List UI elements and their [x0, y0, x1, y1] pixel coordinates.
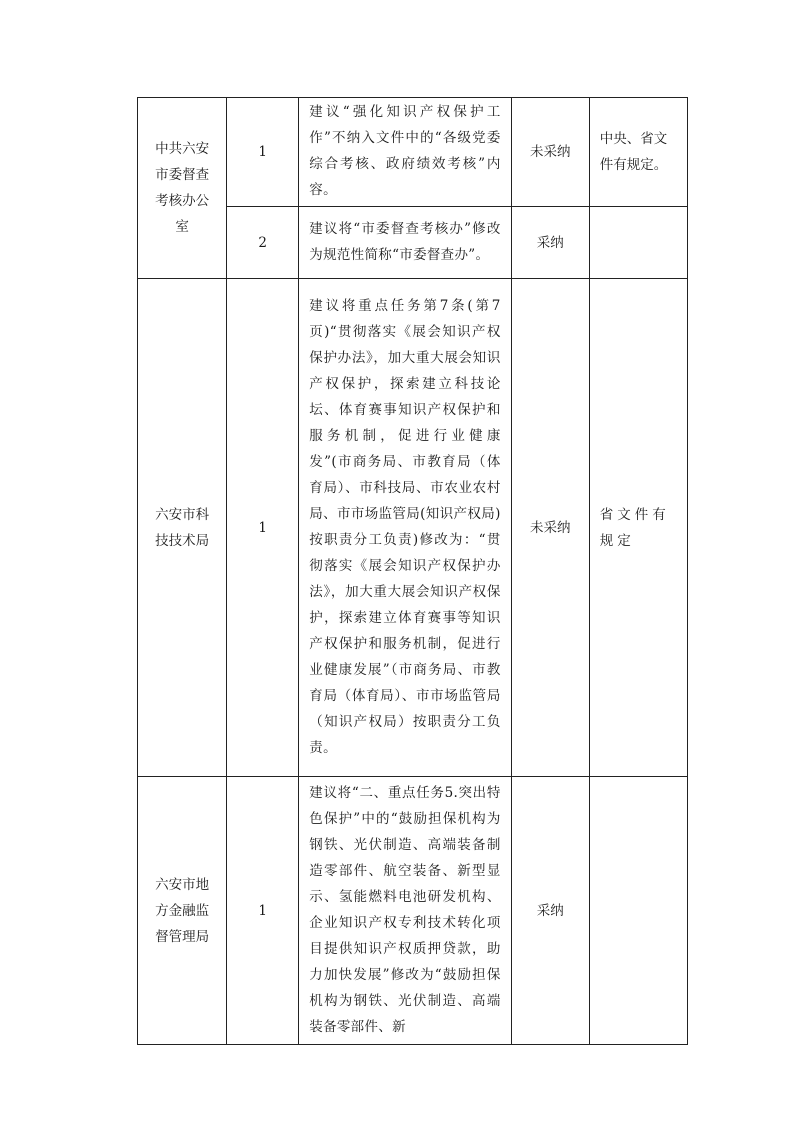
- suggestion-text: 建议将重点任务第7条(第7页)“贯彻落实《展会知识产权保护办法》，加大重大展会知识产权保护，探索建立科技论坛、体育赛事知识产权保护和服务机制，促进行业健康发”(市商务局、市教育局（体育局）、市科技局、市农业农村局、市市场监管局(知识产权局)按职责分工负责)修改为：“贯彻落实《展会知识产权保护办法》，加大重大展会知识产权保护，探索建立体育赛事等知识产权保护和服务机制，促进行业健康发展”（市商务局、市教育局（体育局）、市市场监管局（知识产权局）按职责分工负责。: [309, 297, 501, 756]
- note-text: 省文件有规定: [599, 506, 670, 549]
- row-number: 1: [227, 98, 299, 207]
- table-row: [138, 279, 688, 777]
- suggestion-cell: [299, 279, 511, 777]
- note-cell: [589, 98, 687, 207]
- note-text: 中央、省文件有规定。: [599, 131, 668, 173]
- feedback-table: [137, 97, 688, 1045]
- suggestion-cell: [299, 777, 511, 1045]
- note-cell: [589, 279, 687, 777]
- suggestion-cell: [299, 207, 511, 279]
- row-number: 1: [227, 279, 299, 777]
- table-row: [138, 777, 688, 1045]
- org-cell: [138, 777, 227, 1045]
- org-cell: [138, 98, 227, 279]
- note-cell: [589, 207, 687, 279]
- result-cell: 未采纳: [511, 279, 589, 777]
- result-cell: 未采纳: [511, 98, 589, 207]
- table-row: [138, 98, 688, 207]
- suggestion-text: 建议将“市委督查考核办”修改为规范性简称“市委督查办”。: [309, 220, 501, 263]
- row-number: 1: [227, 777, 299, 1045]
- row-number: 2: [227, 207, 299, 279]
- note-cell: [589, 777, 687, 1045]
- suggestion-cell: [299, 98, 511, 207]
- org-name: 中共六安市委督查考核办公室: [155, 141, 210, 235]
- result-cell: 采纳: [511, 207, 589, 279]
- suggestion-text: 建议将“二、重点任务5.突出特色保护”中的“鼓励担保机构为钢铁、光伏制造、高端装备制造零部件、航空装备、新型显示、氢能燃料电池研发机构、企业知识产权专利技术转化项目提供知识产权质押贷款，助力加快发展”修改为“鼓励担保机构为钢铁、光伏制造、高端装备零部件、新: [309, 784, 501, 1035]
- result-cell: 采纳: [511, 777, 589, 1045]
- org-name: 六安市地方金融监督管理局: [155, 876, 210, 945]
- org-name: 六安市科技技术局: [155, 506, 210, 549]
- suggestion-text: 建议“强化知识产权保护工作”不纳入文件中的“各级党委综合考核、政府绩效考核”内容。: [309, 104, 501, 198]
- org-cell: [138, 279, 227, 777]
